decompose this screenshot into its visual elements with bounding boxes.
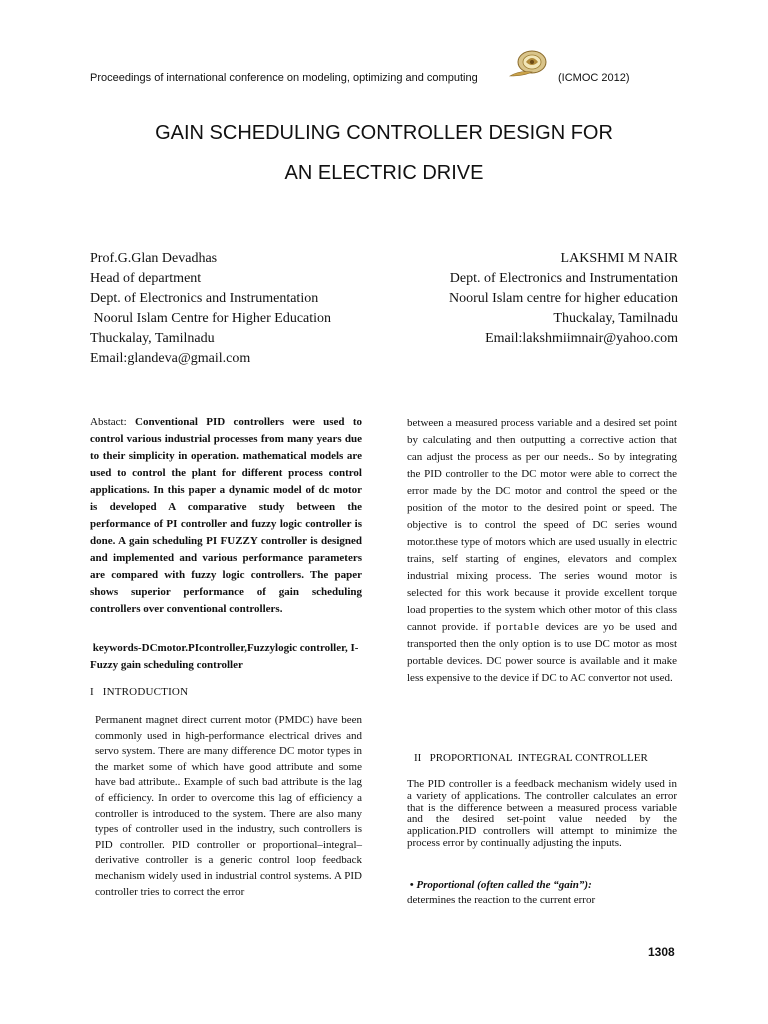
- abstract: [90, 414, 362, 618]
- keywords: keywords-DCmotor.PIcontroller,Fuzzylogic controller, I-Fuzzy gain scheduling controller: [90, 642, 359, 671]
- right-column-paragraph-2: The PID controller is a feedback mechanism widely used in a variety of applications. The controller calculates an error that is the difference between a measured process variable and the desired set-point value needed by the application.PID controllers will attempt to minimize the process error by continually adjusting the inputs.: [407, 778, 677, 849]
- author-left-role: Head of department: [90, 271, 202, 286]
- author-right-dept: Dept. of Electronics and Instrumentation: [449, 271, 678, 286]
- author-right-location: Thuckalay, Tamilnadu: [553, 311, 678, 326]
- author-right-block: [449, 249, 678, 349]
- paragraph-1-part-b: devices are yo be used and transported then the only option is to use DC motor as most portable devices. DC power source is available and it make less expensive to the device if DC to AC convertor not used.: [407, 621, 677, 684]
- paragraph-1-part-a: between a measured process variable and a desired set point by calculating and then outputting a corrective action that can adjust the process as per our needs.. So by integrating the PID controller to the DC motor were able to correct the error made by the DC motor and control the speed or the position of the motor to the desired point or speed. The objective is to control the speed of DC series wound motor.these type of motors which are used usually in electric trains, self starting of engines, elevators and complex industrial mixing process. The series wound motor is selected for this work because it provide excellent torque load properties to the system which other motor of this class cannot provide. if: [407, 417, 677, 633]
- right-column-paragraph-1: [407, 415, 677, 687]
- author-left-dept: Dept. of Electronics and Instrumentation: [90, 291, 319, 306]
- author-left-location: Thuckalay, Tamilnadu: [90, 331, 215, 346]
- abstract-label: Abstact:: [90, 416, 135, 428]
- proportional-bullet: • Proportional (often called the “gain”):: [407, 879, 592, 891]
- author-left-institution: Noorul Islam Centre for Higher Education: [90, 311, 332, 326]
- author-right-institution: Noorul Islam centre for higher education: [449, 291, 678, 306]
- page-number: 1308: [648, 945, 675, 959]
- section-heading-pi-controller: II PROPORTIONAL INTEGRAL CONTROLLER: [414, 752, 648, 764]
- proceedings-header: Proceedings of international conference on modeling, optimizing and computing: [90, 72, 478, 84]
- conference-tag: (ICMOC 2012): [558, 72, 630, 84]
- author-right-name: LAKSHMI M NAIR: [560, 251, 678, 266]
- conference-logo-icon: [506, 50, 554, 80]
- author-left-email: Email:glandeva@gmail.com: [90, 351, 251, 366]
- proportional-bullet-text: determines the reaction to the current error: [407, 894, 596, 906]
- author-left-block: [90, 249, 331, 369]
- section-heading-introduction: I INTRODUCTION: [90, 686, 189, 698]
- paper-title-line-1: GAIN SCHEDULING CONTROLLER DESIGN FOR: [155, 122, 613, 144]
- introduction-paragraph: Permanent magnet direct current motor (PMDC) have been commonly used in high-performance electrical drives and servo system. There are many difference DC motor types in the market some of which have good attribute and some have bad attribute.. Example of such bad attribute is the lag of efficiency. In order to overcome this lag of efficiency a controller is introduced to the system. There are also many types of controller used in the industry, such controllers is PID controller. PID controller or proportional–integral–derivative controller is a generic control loop feedback mechanism widely used in industrial control systems. A PID controller tries to correct the error: [95, 714, 362, 898]
- paragraph-1-spaced-word: portable: [495, 621, 541, 633]
- abstract-text: Conventional PID controllers were used to control various industrial processes from many years due to their simplicity in operation. mathematical models are used to control the plant for different process control applications. In this paper a dynamic model of dc motor is developed A comparative study between the performance of PI controller and fuzzy logic controller is done. A gain scheduling PI FUZZY controller is designed and implemented and various performance parameters are compared with fuzzy logic controllers. The paper shows superior performance of gain scheduling controllers over conventional controllers.: [90, 416, 362, 615]
- paper-title-line-2: AN ELECTRIC DRIVE: [284, 162, 484, 184]
- author-left-name: Prof.G.Glan Devadhas: [90, 251, 218, 266]
- author-right-email: Email:lakshmiimnair@yahoo.com: [485, 331, 678, 346]
